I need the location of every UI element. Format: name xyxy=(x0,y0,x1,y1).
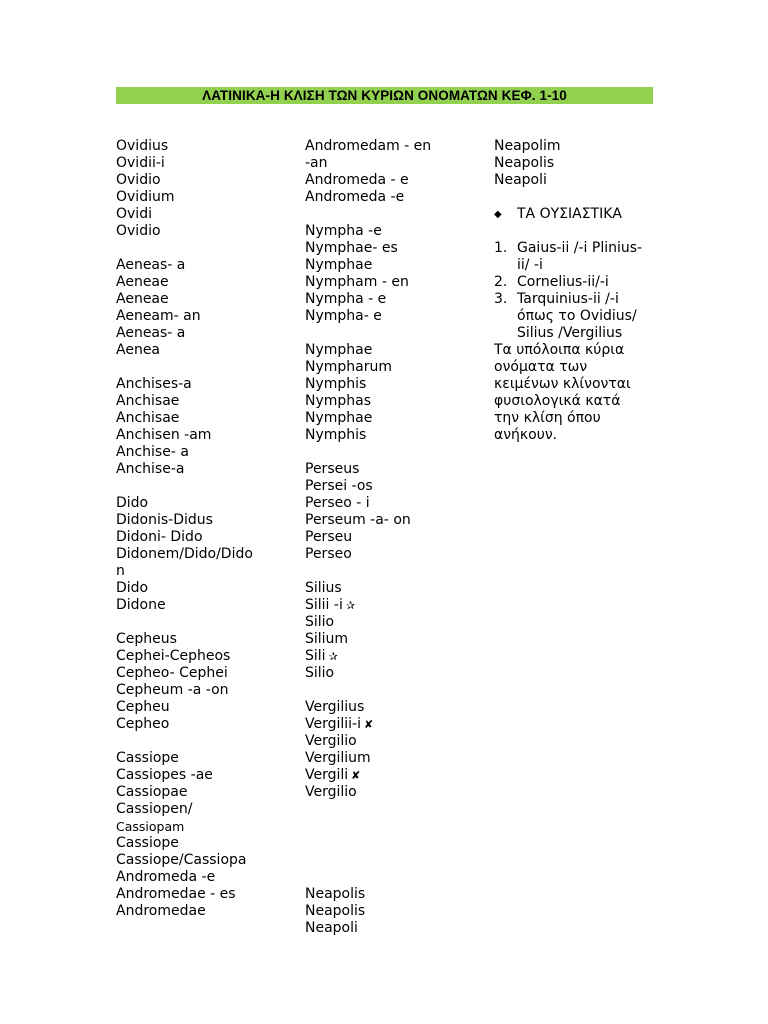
word-line: Neapolis xyxy=(305,886,366,902)
word-text: Silio xyxy=(305,665,335,681)
word-text: Silium xyxy=(305,631,349,647)
word-line: n xyxy=(116,563,125,579)
word-line xyxy=(305,733,455,750)
spacer xyxy=(305,444,455,461)
word-line: Cephei-Cepheos xyxy=(116,648,231,664)
word-line: Andromeda - e xyxy=(305,172,409,188)
spacer xyxy=(305,852,455,869)
word-line: Cassiopen/ xyxy=(116,801,193,817)
group-aeneas xyxy=(116,257,276,359)
word-line: Dido xyxy=(116,580,149,596)
word-line: Didone xyxy=(116,597,166,613)
word-text: Vergilio xyxy=(305,784,357,800)
word-line xyxy=(305,784,455,801)
list-text: Gaius-ii /-i Plinius-ii/ -i xyxy=(517,240,643,273)
word-line: Anchisae xyxy=(116,410,180,426)
cross-mark-icon: ✘ xyxy=(364,718,374,731)
spacer xyxy=(305,325,455,342)
word-line: Didoni- Dido xyxy=(116,529,203,545)
word-line xyxy=(305,614,455,631)
group-silius xyxy=(305,580,455,682)
column-1 xyxy=(116,138,276,920)
group-andromeda-cont xyxy=(305,138,455,206)
word-line: Cassiopam xyxy=(116,819,185,834)
word-line: Nymphae xyxy=(305,410,373,426)
word-text: Silius xyxy=(305,580,342,596)
word-line xyxy=(305,767,455,784)
word-line: Ovidium xyxy=(116,189,175,205)
word-line: Aenea xyxy=(116,342,161,358)
numbered-list xyxy=(494,240,654,342)
group-neapolis-col2 xyxy=(305,886,455,937)
group-nympha-plural xyxy=(305,342,455,444)
group-neapolis-col3 xyxy=(494,138,654,189)
word-line: Cassiopae xyxy=(116,784,188,800)
word-line: Ovidi xyxy=(116,206,152,222)
word-text: Sili xyxy=(305,648,326,664)
list-text: Cornelius-ii/-i xyxy=(517,274,609,290)
word-line xyxy=(305,750,455,767)
spacer xyxy=(305,818,455,835)
group-nympha-singular xyxy=(305,223,455,325)
word-line: Cepheum -a -on xyxy=(116,682,229,698)
word-line: Anchise-a xyxy=(116,461,185,477)
word-line: Andromeda -e xyxy=(116,869,216,885)
group-perseus xyxy=(305,461,455,563)
word-line: Perseu xyxy=(305,529,353,545)
word-line: Nymphae- es xyxy=(305,240,398,256)
spacer xyxy=(305,206,455,223)
word-line: Ovidius xyxy=(116,138,169,154)
spacer xyxy=(494,189,654,206)
word-text: Vergili xyxy=(305,767,349,783)
bullet-heading-text: ΤΑ ΟΥΣΙΑΣΤΙΚΑ xyxy=(517,206,622,222)
word-line: -an xyxy=(305,155,328,171)
spacer xyxy=(305,682,455,699)
group-cepheus xyxy=(116,631,276,733)
page-title-text: ΛΑΤΙΝΙΚΑ-Η ΚΛΙΣΗ ΤΩΝ ΚΥΡΙΩΝ ΟΝΟΜΑΤΩΝ ΚΕΦ. 1-10 xyxy=(202,88,567,103)
list-item xyxy=(494,274,654,291)
word-line: Nympha - e xyxy=(305,291,387,307)
word-line: Cassiope xyxy=(116,835,179,851)
word-line: Cassiope xyxy=(116,750,179,766)
word-line xyxy=(305,580,455,597)
spacer xyxy=(494,223,654,240)
word-line: Nympham - en xyxy=(305,274,409,290)
word-line xyxy=(305,631,455,648)
spacer xyxy=(116,359,276,376)
word-line: Perseus xyxy=(305,461,360,477)
word-line: Nympha- e xyxy=(305,308,382,324)
word-line: Andromedae xyxy=(116,903,206,919)
word-line xyxy=(305,699,455,716)
list-item xyxy=(494,291,654,342)
word-line: Neapolis xyxy=(494,155,555,171)
word-line: Didonis-Didus xyxy=(116,512,213,528)
list-number: 1. xyxy=(494,240,508,256)
note-paragraph: Τα υπόλοιπα κύρια ονόματα των κειμένων κλίνονται φυσιολογικά κατά την κλίση όπου ανήκουν. xyxy=(494,342,631,443)
word-line: Perseo xyxy=(305,546,352,562)
word-line: Andromedam - en xyxy=(305,138,432,154)
word-text: Silio xyxy=(305,614,335,630)
word-line: Aeneas- a xyxy=(116,325,186,341)
word-line: Cepheo xyxy=(116,716,170,732)
word-line: Cepheo- Cephei xyxy=(116,665,228,681)
spacer xyxy=(116,614,276,631)
page-title xyxy=(116,87,653,104)
group-vergilius xyxy=(305,699,455,801)
word-line: Aeneae xyxy=(116,274,169,290)
spacer xyxy=(305,801,455,818)
word-line xyxy=(305,597,455,614)
word-line: Anchisae xyxy=(116,393,180,409)
column-2 xyxy=(305,138,455,937)
star-icon: ✰ xyxy=(345,599,356,612)
cross-mark-icon: ✘ xyxy=(351,769,361,782)
list-number: 2. xyxy=(494,274,508,290)
word-line: Persei -os xyxy=(305,478,373,494)
word-text: Vergilii-i xyxy=(305,716,361,732)
word-line: Nymphis xyxy=(305,376,367,392)
word-line: Neapoli xyxy=(494,172,547,188)
word-line: Cepheus xyxy=(116,631,177,647)
word-line: Cepheu xyxy=(116,699,170,715)
group-dido xyxy=(116,495,276,614)
bullet-heading xyxy=(494,206,654,223)
list-number: 3. xyxy=(494,291,508,307)
word-text: Vergilium xyxy=(305,750,371,766)
spacer xyxy=(116,733,276,750)
word-line: Nympha -e xyxy=(305,223,382,239)
word-line xyxy=(305,665,455,682)
spacer xyxy=(116,240,276,257)
word-line: Perseum -a- on xyxy=(305,512,411,528)
word-line: Cassiopes -ae xyxy=(116,767,213,783)
star-icon: ✰ xyxy=(328,650,338,663)
word-line: Andromedae - es xyxy=(116,886,236,902)
word-line: Aeneam- an xyxy=(116,308,201,324)
word-line: Ovidii-i xyxy=(116,155,165,171)
group-anchises xyxy=(116,376,276,478)
word-text: Silii -i xyxy=(305,597,343,613)
word-line: Nymphas xyxy=(305,393,372,409)
word-line: Ovidio xyxy=(116,223,161,239)
word-line: Anchisen -am xyxy=(116,427,212,443)
word-line: Anchise- a xyxy=(116,444,189,460)
word-line: Andromeda -e xyxy=(305,189,405,205)
group-andromeda xyxy=(116,869,276,920)
diamond-bullet-icon: ◆ xyxy=(494,209,502,220)
spacer xyxy=(305,869,455,886)
spacer xyxy=(305,563,455,580)
word-line: Aeneae xyxy=(116,291,169,307)
word-line: Neapoli xyxy=(305,920,358,936)
column-3 xyxy=(494,138,654,444)
word-line: Nymphae xyxy=(305,257,373,273)
word-text: Vergilio xyxy=(305,733,357,749)
word-line: Anchises-a xyxy=(116,376,192,392)
group-ovidius xyxy=(116,138,276,240)
word-text: Vergilius xyxy=(305,699,365,715)
word-line: Cassiope/Cassiopa xyxy=(116,852,247,868)
word-line: Nymphae xyxy=(305,342,373,358)
list-item xyxy=(494,240,654,274)
word-line: Dido xyxy=(116,495,149,511)
word-line: Ovidio xyxy=(116,172,161,188)
spacer xyxy=(305,835,455,852)
word-line: Nympharum xyxy=(305,359,393,375)
word-line: Nymphis xyxy=(305,427,367,443)
word-line xyxy=(305,716,455,733)
word-line: Aeneas- a xyxy=(116,257,186,273)
word-line: Perseo - i xyxy=(305,495,370,511)
word-line: Neapolim xyxy=(494,138,561,154)
word-line: Didonem/Dido/Dido xyxy=(116,546,253,562)
group-cassiope xyxy=(116,750,276,869)
word-line xyxy=(305,648,455,665)
spacer xyxy=(116,478,276,495)
list-text: Tarquinius-ii /-i όπως το Ovidius/ Silius /Vergilius xyxy=(517,291,637,341)
word-line: Neapolis xyxy=(305,903,366,919)
